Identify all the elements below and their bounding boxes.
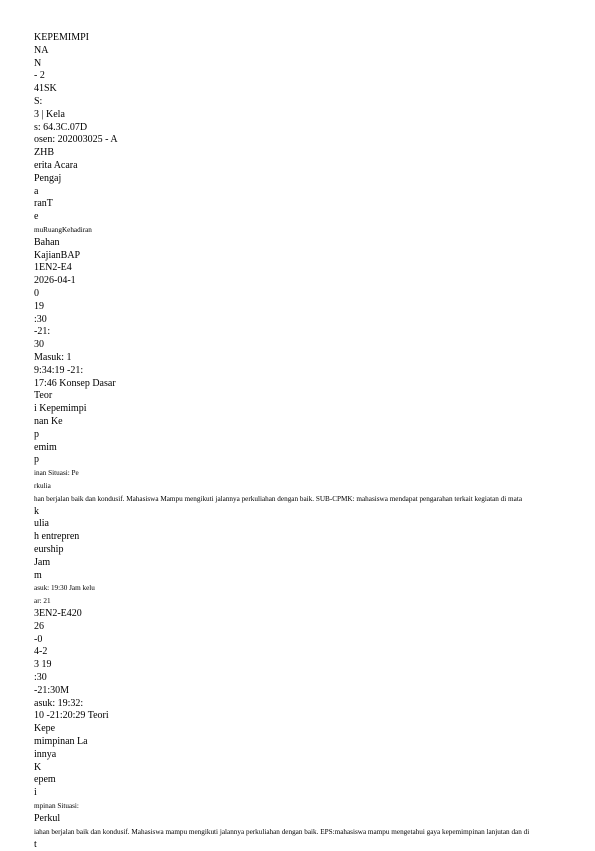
text-line: rkulia (34, 481, 51, 490)
text-line: 17:46 Konsep Dasar (34, 377, 116, 389)
text-line: 30 (34, 339, 44, 351)
text-line: 2026-04-1 (34, 275, 76, 287)
text-line: :30 (34, 672, 47, 684)
text-line: k (34, 505, 39, 517)
text-line: eurship (34, 544, 64, 556)
text-line: 19 (34, 300, 44, 312)
text-line: epem (34, 774, 56, 786)
text-line: S: (34, 95, 43, 107)
text-line: i Kepemimpi (34, 403, 87, 415)
text-line: - 2 (34, 70, 45, 82)
text-line: nan Ke (34, 415, 63, 427)
text-line: muRuangKehadiran (34, 225, 92, 234)
text-line: Masuk: 1 (34, 351, 72, 363)
text-line: e (34, 211, 39, 223)
text-line: 41SK (34, 83, 57, 95)
text-line: t (34, 838, 37, 850)
text-line: inan Situasi: Pe (34, 469, 79, 478)
text-line: han berjalan baik dan kondusif. Mahasiswa Mampu mengikuti jalannya perkuliahan dengan baik. SUB-CPMK: mahasiswa mendapat pengarahan terkait kegiatan di mata (34, 494, 523, 503)
text-line: s: 64.3C.07D (34, 121, 88, 133)
text-line: asuk: 19:30 Jam kelu (34, 584, 95, 593)
text-line: innya (34, 748, 57, 760)
text-line: a (34, 185, 39, 197)
text-line: ZHB (34, 147, 54, 159)
text-line: NA (34, 44, 49, 56)
text-line: asuk: 19:32: (34, 697, 84, 709)
text-line: Perkul (34, 812, 61, 824)
text-line: 3 | Kela (34, 108, 65, 120)
text-line: p (34, 428, 39, 440)
text-line: K (34, 761, 42, 773)
text-line: KEPEMIMPI (34, 32, 90, 43)
text-line: KajianBAP (34, 249, 81, 261)
text-line: i (34, 787, 37, 799)
text-line: Bahan (34, 236, 60, 248)
text-line: Pengaj (34, 172, 62, 184)
text-line: Kepe (34, 723, 56, 735)
text-line: 9:34:19 -21: (34, 364, 84, 376)
text-line: -21: (34, 326, 51, 338)
text-line: mpinan Situasi: (34, 802, 79, 811)
text-line: ar: 21 (34, 597, 51, 606)
text-line: ulia (34, 518, 49, 530)
text-line: 26 (34, 620, 44, 632)
text-line: iahan berjalan baik dan kondusif. Mahasiswa mampu mengikuti jalannya perkuliahan dengan baik. EPS:mahasiswa mampu mengetahui gaya kepemimpinan lanjutan dan di (34, 827, 530, 836)
text-line: Teor (34, 390, 53, 402)
text-line: 10 -21:20:29 Teori (34, 710, 109, 722)
text-line: 0 (34, 287, 39, 299)
text-line: mimpinan La (34, 736, 88, 748)
text-line: h entrepren (34, 531, 80, 543)
text-line: erita Acara (34, 159, 78, 171)
text-line: N (34, 57, 42, 69)
text-line: -21:30M (34, 684, 69, 696)
text-line: ranT (34, 198, 53, 210)
text-line: osen: 202003025 - A (34, 134, 118, 146)
text-line: emim (34, 441, 57, 453)
text-line: :30 (34, 313, 47, 325)
text-line: 1EN2-E4 (34, 262, 72, 274)
text-line: Jam (34, 556, 51, 568)
text-line: 4-2 (34, 646, 48, 658)
text-line: -0 (34, 633, 43, 645)
text-line: 3 19 (34, 659, 52, 671)
text-line: m (34, 569, 42, 581)
text-line: 3EN2-E420 (34, 608, 82, 620)
text-line: p (34, 454, 39, 466)
document-page (34, 32, 574, 851)
